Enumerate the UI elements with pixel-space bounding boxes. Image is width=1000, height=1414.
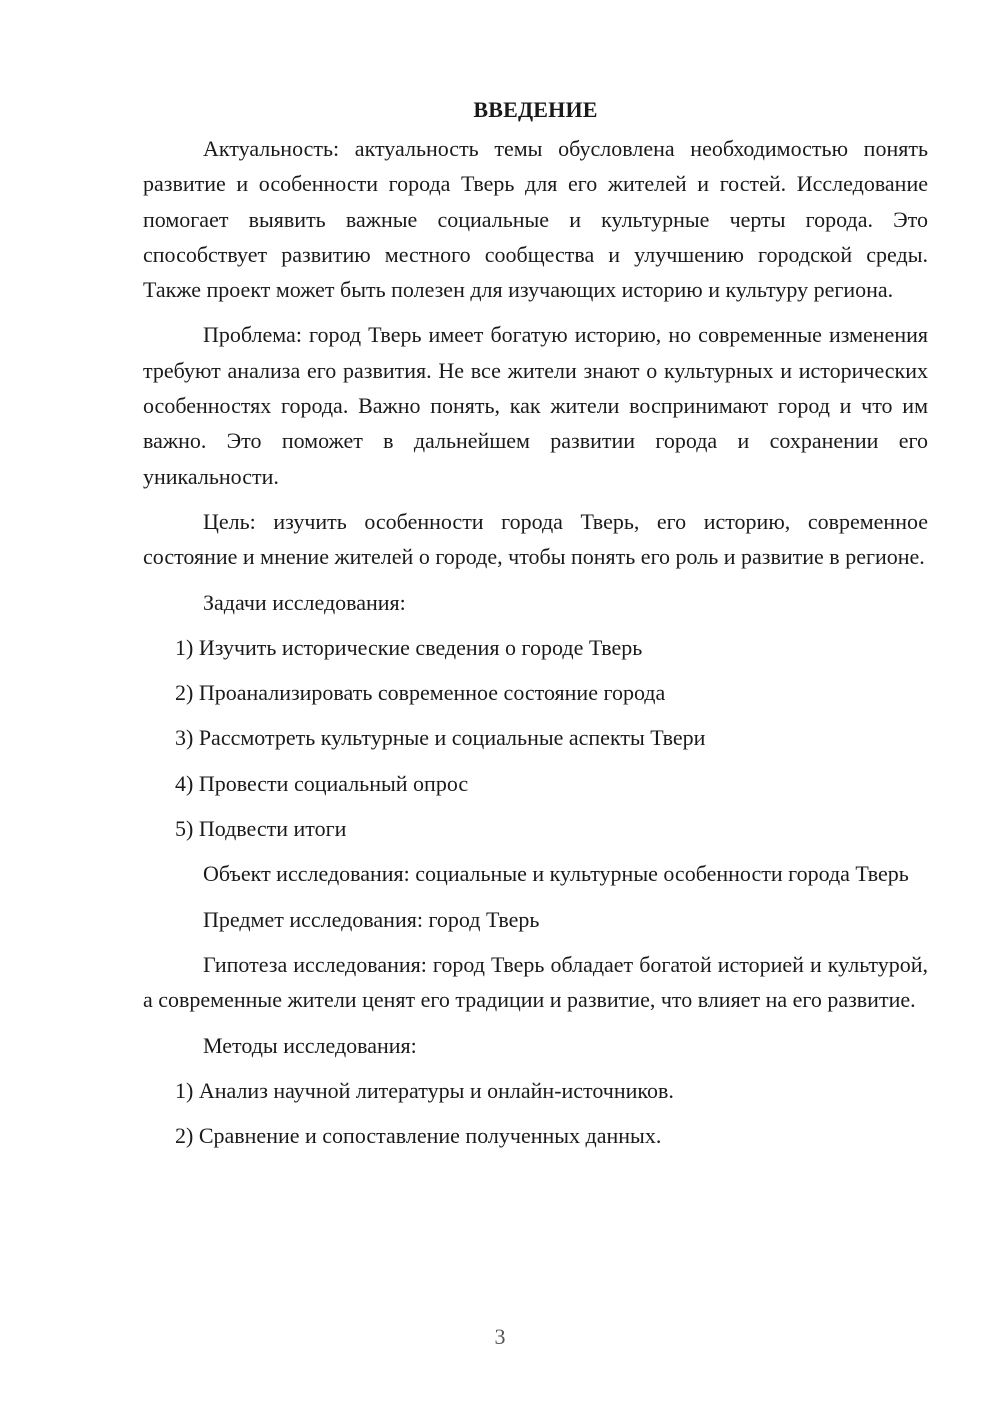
tasks-list — [143, 630, 928, 846]
document-page — [143, 92, 928, 1163]
paragraph-methods-heading: Методы исследования: — [203, 1032, 417, 1058]
paragraph-problem: Проблема: город Тверь имеет богатую историю, но современные изменения требуют анализа его развития. Не все жители знают о культурных и исторических особенностях города. Важно понять, как жители воспринимают город и что им важно. Это поможет в дальнейшем развитии города и сохранении его уникальности. — [143, 322, 928, 489]
list-item: 1) Анализ научной литературы и онлайн-источников. — [175, 1077, 674, 1103]
paragraph-tasks-heading: Задачи исследования: — [203, 589, 406, 615]
methods-list — [143, 1073, 928, 1154]
paragraph-object: Объект исследования: социальные и культурные особенности города Тверь — [203, 861, 909, 887]
paragraph-subject: Предмет исследования: город Тверь — [203, 906, 540, 932]
list-item: 5) Подвести итоги — [175, 816, 347, 842]
list-item: 2) Проанализировать современное состояние города — [175, 680, 666, 706]
page-number: 3 — [494, 1324, 506, 1349]
section-title: ВВЕДЕНИЕ — [473, 97, 598, 122]
list-item: 1) Изучить исторические сведения о городе Тверь — [175, 634, 643, 660]
list-item: 4) Провести социальный опрос — [175, 770, 469, 796]
list-item: 3) Рассмотреть культурные и социальные аспекты Твери — [175, 725, 706, 751]
list-item: 2) Сравнение и сопоставление полученных данных. — [175, 1123, 662, 1149]
paragraph-relevance: Актуальность: актуальность темы обусловлена необходимостью понять развитие и особенности города Тверь для его жителей и гостей. Исследование помогает выявить важные социальные и культурные черты города. Это способствует развитию местного сообщества и улучшению городской среды. Также проект может быть полезен для изучающих историю и культуру региона. — [143, 136, 928, 303]
paragraph-goal: Цель: изучить особенности города Тверь, его историю, современное состояние и мнение жителей о городе, чтобы понять его роль и развитие в регионе. — [143, 508, 928, 570]
paragraph-hypothesis: Гипотеза исследования: город Тверь обладает богатой историей и культурой, а современные жители ценят его традиции и развитие, что влияет на его развитие. — [143, 951, 928, 1013]
